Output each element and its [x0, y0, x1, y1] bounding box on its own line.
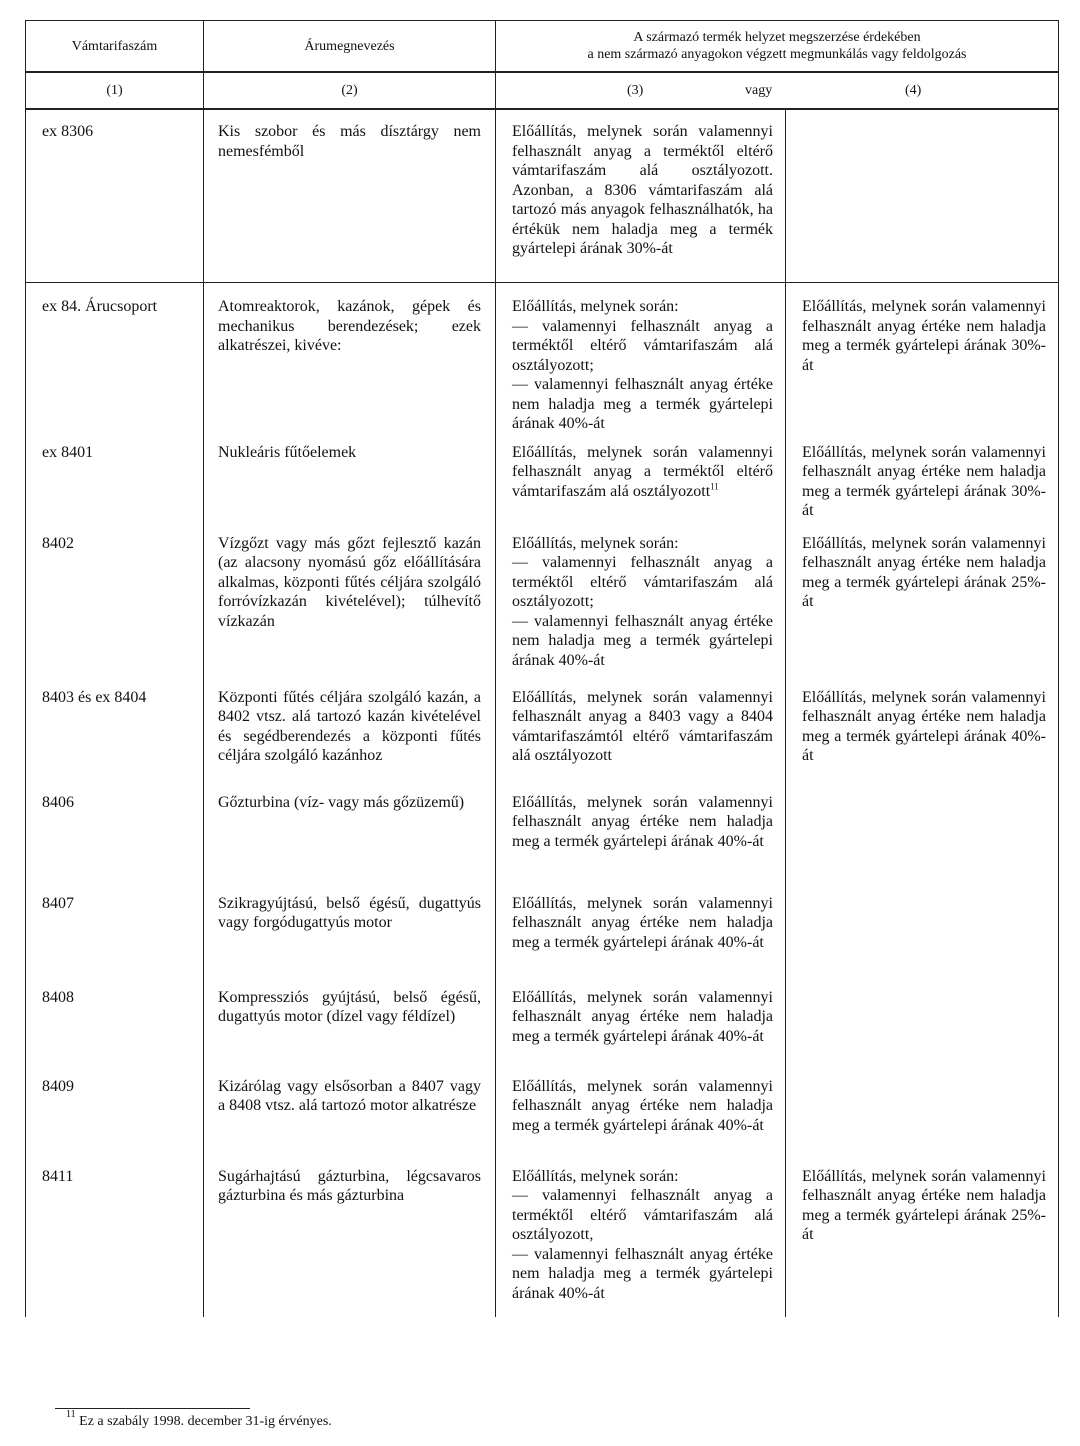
rule-col4: Előállítás, melynek során valamennyi felhasznált anyag értéke nem haladja meg a termék gyártelepi árának 25%-át [786, 1167, 1059, 1317]
tariff-code: 8409 [26, 1077, 204, 1167]
header-processing-rule [496, 21, 1059, 73]
goods-description: Atomreaktorok, kazánok, gépek és mechanikus berendezések; ezek alkatrészei, kivéve: [204, 283, 496, 443]
table-row [26, 534, 1059, 688]
header-goods-description: Árumegnevezés [204, 21, 496, 73]
column-or-label: vagy [745, 83, 773, 98]
footnote-divider [55, 1408, 250, 1409]
rule-col4 [786, 988, 1059, 1077]
rule-col4 [786, 109, 1059, 283]
tariff-code: 8407 [26, 894, 204, 988]
table-row [26, 793, 1059, 894]
rule-line: — valamennyi felhasznált anyag a terméktől eltérő vámtarifaszám alá osztályozott, [512, 1187, 773, 1243]
tariff-code: 8402 [26, 534, 204, 688]
header-processing-line2: a nem származó anyagokon végzett megmunkálás vagy feldolgozás [587, 47, 967, 62]
table-body [26, 109, 1059, 1317]
rule-col3: Előállítás, melynek során valamennyi felhasznált anyag értéke nem haladja meg a termék gyártelepi árának 40%-át [496, 793, 786, 894]
goods-description: Központi fűtés céljára szolgáló kazán, a 8402 vtsz. alá tartozó kazán kivételével és segédberendezés a központi fűtés céljára szolgáló kazánhoz [204, 688, 496, 793]
column-number-3: (3) [627, 83, 644, 98]
rule-line: — valamennyi felhasznált anyag a terméktől eltérő vámtarifaszám alá osztályozott; [512, 317, 773, 374]
tariff-code: 8406 [26, 793, 204, 894]
rule-text: Előállítás, melynek során valamennyi felhasznált anyag a terméktől eltérő vámtarifaszám alá osztályozott [512, 443, 773, 500]
rule-col4: Előállítás, melynek során valamennyi felhasznált anyag értéke nem haladja meg a termék gyártelepi árának 30%-át [786, 443, 1059, 534]
goods-description: Nukleáris fűtőelemek [204, 443, 496, 534]
tariff-code: ex 8401 [26, 443, 204, 534]
rule-col4 [786, 793, 1059, 894]
rule-col3: Előállítás, melynek során valamennyi felhasznált anyag értéke nem haladja meg a termék gyártelepi árának 40%-át [496, 894, 786, 988]
tariff-code: ex 84. Árucsoport [26, 283, 204, 443]
table-row [26, 109, 1059, 283]
rule-col3 [496, 1167, 786, 1317]
header-tariff-number: Vámtarifaszám [26, 21, 204, 73]
tariff-code: 8408 [26, 988, 204, 1077]
table-row [26, 1167, 1059, 1317]
column-number-1: (1) [26, 72, 204, 109]
header-processing-line1: A származó termék helyzet megszerzése érdekében [633, 30, 921, 45]
rule-line: Előállítás, melynek során: [512, 534, 679, 552]
footnote-text: Ez a szabály 1998. december 31-ig érvényes. [79, 1414, 332, 1429]
footnote-reference: 11 [710, 481, 719, 492]
rule-col3 [496, 534, 786, 688]
rule-col3: Előállítás, melynek során valamennyi felhasznált anyag értéke nem haladja meg a termék gyártelepi árának 40%-át [496, 988, 786, 1077]
tariff-code: 8403 és ex 8404 [26, 688, 204, 793]
footnote [66, 1409, 332, 1430]
rule-line: — valamennyi felhasznált anyag értéke nem haladja meg a termék gyártelepi árának 40%-át [512, 612, 773, 669]
goods-description: Szikragyújtású, belső égésű, dugattyús vagy forgódugattyús motor [204, 894, 496, 988]
goods-description: Sugárhajtású gázturbina, légcsavaros gázturbina és más gázturbina [204, 1167, 496, 1317]
column-number-2: (2) [204, 72, 496, 109]
goods-description: Kompressziós gyújtású, belső égésű, dugattyús motor (dízel vagy féldízel) [204, 988, 496, 1077]
rule-col3 [496, 443, 786, 534]
tariff-rules-table [25, 20, 1059, 1317]
table-row [26, 283, 1059, 443]
table-row [26, 894, 1059, 988]
rule-col4: Előállítás, melynek során valamennyi felhasznált anyag értéke nem haladja meg a termék gyártelepi árának 30%-át [786, 283, 1059, 443]
table-header [26, 21, 1059, 110]
column-number-3-4 [496, 72, 1059, 109]
rule-col4: Előállítás, melynek során valamennyi felhasznált anyag értéke nem haladja meg a termék gyártelepi árának 25%-át [786, 534, 1059, 688]
rule-col3 [496, 283, 786, 443]
goods-description: Gőzturbina (víz- vagy más gőzüzemű) [204, 793, 496, 894]
rule-col4 [786, 894, 1059, 988]
rule-line: — valamennyi felhasznált anyag értéke nem haladja meg a termék gyártelepi árának 40%-át [512, 1245, 773, 1302]
tariff-code: ex 8306 [26, 109, 204, 283]
rule-col3: Előállítás, melynek során valamennyi felhasznált anyag a terméktől eltérő vámtarifaszám alá osztályozott. Azonban, a 8306 vámtarifaszám alá tartozó más anyagok felhasználhatók, ha értékük nem haladja meg a termék gyártelepi árának 30%-át [496, 109, 786, 283]
rule-line: — valamennyi felhasznált anyag a terméktől eltérő vámtarifaszám alá osztályozott; [512, 554, 773, 610]
rule-line: Előállítás, melynek során: [512, 1167, 679, 1185]
tariff-code: 8411 [26, 1167, 204, 1317]
footnote-number: 11 [66, 1409, 76, 1421]
rule-line: — valamennyi felhasznált anyag értéke nem haladja meg a termék gyártelepi árának 40%-át [512, 376, 773, 432]
column-number-4: (4) [905, 83, 922, 98]
rule-col4: Előállítás, melynek során valamennyi felhasznált anyag értéke nem haladja meg a termék gyártelepi árának 40%-át [786, 688, 1059, 793]
goods-description: Kizárólag vagy elsősorban a 8407 vagy a 8408 vtsz. alá tartozó motor alkatrésze [204, 1077, 496, 1167]
rule-col3: Előállítás, melynek során valamennyi felhasznált anyag értéke nem haladja meg a termék gyártelepi árának 40%-át [496, 1077, 786, 1167]
table-row [26, 988, 1059, 1077]
rule-col3: Előállítás, melynek során valamennyi felhasznált anyag a 8403 vagy a 8404 vámtarifaszámtól eltérő vámtarifaszám alá osztályozott [496, 688, 786, 793]
goods-description: Kis szobor és más dísztárgy nem nemesfémből [204, 109, 496, 283]
table-row [26, 443, 1059, 534]
goods-description: Vízgőzt vagy más gőzt fejlesztő kazán (az alacsony nyomású gőz előállítására alkalmas, központi fűtés céljára szolgáló forróvízkazán kivételével); túlhevítő vízkazán [204, 534, 496, 688]
rule-col4 [786, 1077, 1059, 1167]
table-row [26, 1077, 1059, 1167]
table-row [26, 688, 1059, 793]
rule-line: Előállítás, melynek során: [512, 298, 679, 315]
